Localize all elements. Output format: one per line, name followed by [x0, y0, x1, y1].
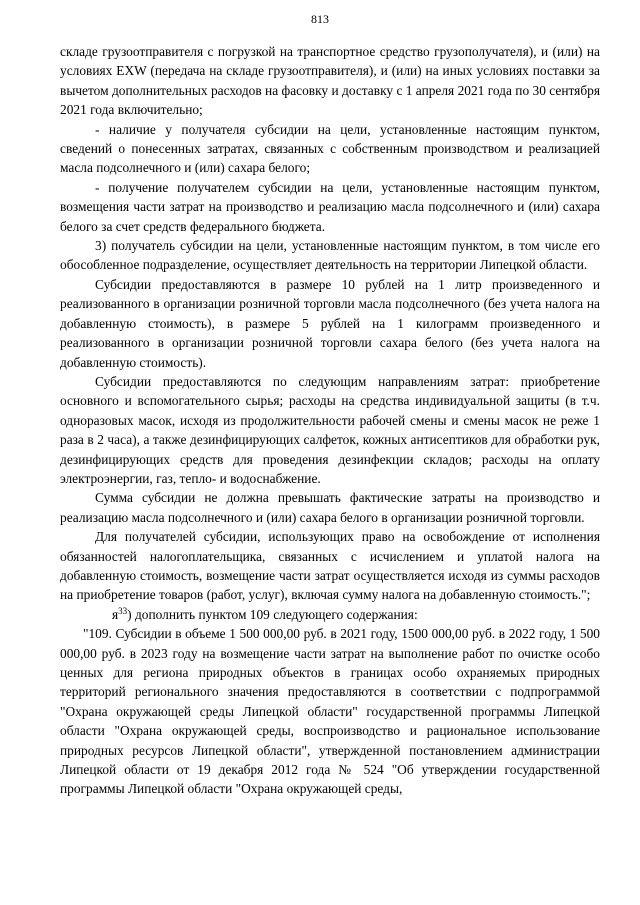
amendment-letter: я	[112, 606, 119, 622]
paragraph-amendment	[60, 605, 600, 624]
paragraph-continuation: складе грузоотправителя с погрузкой на транспортное средство грузополучателя), и (или) на условиях EXW (передача на складе грузоотправителя), и (или) на иных условиях поставки за вычетом дополнительных расходов на фасовку и доставку с 1 апреля 2021 года по 30 сентября 2021 года включительно;	[60, 44, 600, 118]
paragraph-vat-exempt: Для получателей субсидии, использующих право на освобождение от исполнения обязанностей налогоплательщика, связанных с исчислением и уплатой налога на добавленную стоимость, возмещение части затрат осуществляется исходя из суммы расходов на приобретение товаров (работ, услуг), включая сумму налога на добавленную стоимость.";	[60, 529, 600, 603]
paragraph-subsidy-directions: Субсидии предоставляются по следующим направлениям затрат: приобретение основного и вспомогательного сырья; расходы на средства индивидуальной защиты (в т.ч. одноразовых масок, исходя из продолжительности рабочей смены и смены масок не реже 1 раза в 2 часа), а также дезинфицирующих салфеток, кожных антисептиков для обработки рук, дезинфицирующих средств для проведения дезинфекции складов; расходы на оплату электроэнергии, газ, тепло- и водоснабжение.	[60, 373, 600, 486]
paragraph-subsidy-amount: Субсидии предоставляются в размере 10 рублей на 1 литр произведенного и реализованного в организации розничной торговли масла подсолнечного (без учета налога на добавленную стоимость), в размере 5 рублей на 1 килограмм произведенного и реализованного в организации розничной торговли сахара белого (без учета налога на добавленную стоимость).	[60, 276, 600, 370]
paragraph-point-109: "109. Субсидии в объеме 1 500 000,00 руб. в 2021 году, 1500 000,00 руб. в 2022 году, 1 500 000,00 руб. в 2023 году на возмещение части затрат на выполнение работ по очистке особо ценных для региона природных объектов в границах особо охраняемых природных территорий регионального значения предоставляются в соответствии с подпрограммой "Охрана окружающей среды Липецкой области" государственной программы Липецкой области "Охрана окружающей среды, воспроизводство и рациональное использование природных ресурсов Липецкой области", утвержденной постановлением администрации Липецкой области от 19 декабря 2012 года № 524 "Об утверждении государственной программы Липецкой области "Охрана окружающей среды,	[60, 626, 600, 797]
paragraph-bullet-federal-reimbursement: - получение получателем субсидии на цели, установленные настоящим пунктом, возмещения части затрат на производство и реализацию масла подсолнечного и (или) сахара белого за счет средств федерального бюджета.	[60, 179, 600, 234]
amendment-text: ) дополнить пунктом 109 следующего содержания:	[127, 606, 418, 622]
page-number: 813	[311, 12, 329, 26]
paragraph-subsidy-limit: Сумма субсидии не должна превышать фактические затраты на производство и реализацию масла подсолнечного и (или) сахара белого в организации розничной торговли.	[60, 490, 600, 525]
paragraph-bullet-costs-info: - наличие у получателя субсидии на цели, установленные настоящим пунктом, сведений о понесенных затратах, связанных с собственным производством и реализацией масла подсолнечного и (или) сахара белого;	[60, 121, 600, 176]
paragraph-condition-3: 3) получатель субсидии на цели, установленные настоящим пунктом, в том числе его обособленное подразделение, осуществляет деятельность на территории Липецкой области.	[60, 238, 600, 273]
amendment-superscript: 33	[118, 605, 128, 616]
document-body	[60, 42, 600, 799]
